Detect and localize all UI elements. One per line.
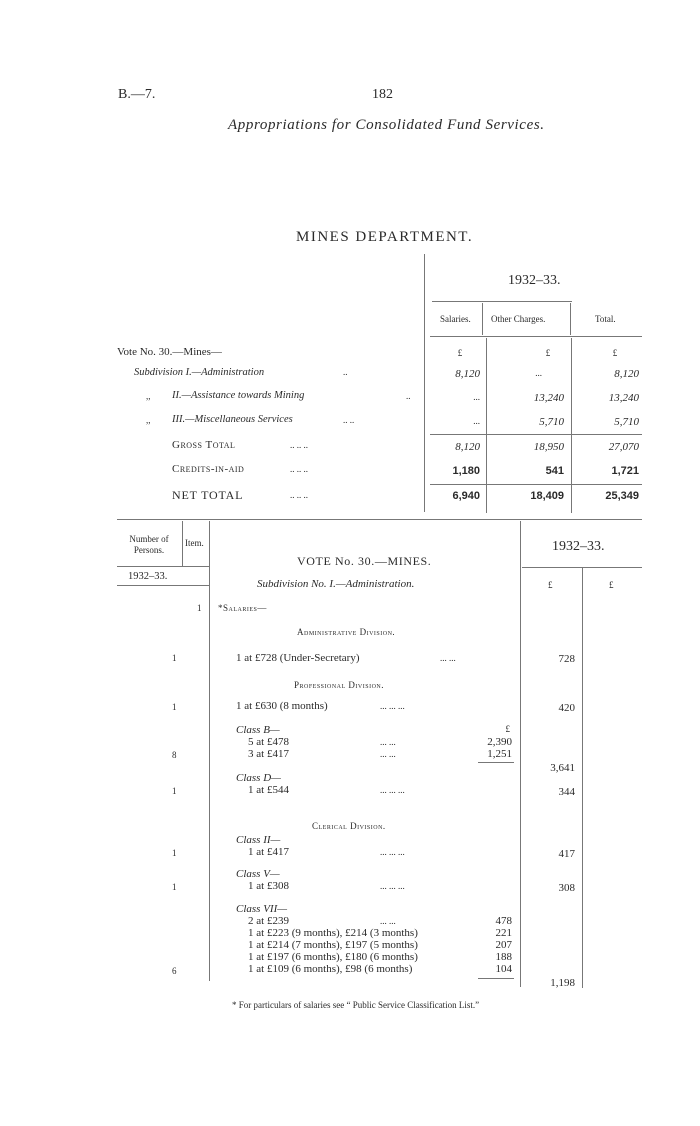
class-vii-line-dots: ... ... (380, 916, 396, 926)
class-b-total: 3,641 (550, 762, 575, 774)
class-d-persons: 1 (172, 786, 177, 796)
summary-row-dots: .. .. (343, 415, 355, 425)
admin-row-text: 1 at £728 (Under-Secretary) (236, 652, 360, 664)
class-d-amount: 344 (558, 786, 575, 798)
page-ref: B.—7. (118, 87, 156, 102)
class-ii-text: 1 at £417 (248, 846, 289, 858)
admin-row-dots: ... ... (440, 653, 456, 663)
page-title: Appropriations for Consolidated Fund Services. (228, 117, 545, 133)
class-vii-line-amount: 478 (495, 915, 512, 927)
class-ii-persons: 1 (172, 848, 177, 858)
class-b-line-amount: 1,251 (487, 748, 512, 760)
summary-row-prefix: ,, (146, 415, 151, 425)
summary-net-total: 25,349 (605, 490, 639, 502)
admin-persons: 1 (172, 653, 177, 663)
summary-row-other: 13,240 (533, 392, 564, 404)
summary-currency-salaries: £ (457, 348, 463, 358)
summary-row-prefix: ,, (146, 391, 151, 401)
summary-row-other: ... (535, 368, 542, 378)
summary-gross-label: Gross Total (172, 439, 236, 451)
class-vii-label: Class VII— (236, 903, 288, 915)
class-b-line-text: 3 at £417 (248, 748, 289, 760)
summary-gross-other: 18,950 (533, 441, 564, 453)
summary-row-other: 5,710 (539, 416, 564, 428)
class-vii-line-text: 1 at £214 (7 months), £197 (5 months) (248, 939, 418, 951)
class-v-amount: 308 (558, 882, 575, 894)
summary-credits-other: 541 (545, 465, 564, 477)
admin-division-heading: Administrative Division. (297, 627, 396, 637)
footnote: * For particulars of salaries see “ Public Service Classification List.” (232, 1000, 480, 1010)
detail-subdivision: Subdivision No. I.—Administration. (257, 578, 415, 590)
summary-net-salaries: 6,940 (452, 490, 480, 502)
summary-gross-salaries: 8,120 (455, 441, 480, 453)
summary-row-total: 8,120 (614, 368, 639, 380)
class-vii-line-text: 2 at £239 (248, 915, 289, 927)
summary-col-salaries: Salaries. (440, 314, 471, 324)
summary-net-dots: .. .. .. (290, 490, 308, 500)
prof-row-dots: ... ... ... (380, 701, 405, 711)
summary-gross-total: 27,070 (608, 441, 639, 453)
summary-row-salaries: ... (473, 416, 480, 426)
class-b-line-text: 5 at £478 (248, 736, 289, 748)
class-vii-line-amount: 207 (495, 939, 512, 951)
summary-credits-label: Credits-in-aid (172, 463, 245, 475)
summary-net-other: 18,409 (530, 490, 564, 502)
class-b-line-dots: ... ... (380, 737, 396, 747)
class-vii-line-amount: 221 (495, 927, 512, 939)
class-vii-line-text: 1 at £223 (9 months), £214 (3 months) (248, 927, 418, 939)
class-vii-persons: 6 (172, 966, 177, 976)
class-b-label: Class B— (236, 724, 280, 736)
class-v-persons: 1 (172, 882, 177, 892)
summary-credits-salaries: 1,180 (452, 465, 480, 477)
summary-row-label: II.—Assistance towards Mining (172, 390, 305, 401)
summary-row-total: 13,240 (608, 392, 639, 404)
prof-division-heading: Professional Division. (294, 680, 385, 690)
class-vii-line-amount: 104 (495, 963, 512, 975)
class-d-dots: ... ... ... (380, 785, 405, 795)
summary-credits-dots: .. .. .. (290, 464, 308, 474)
detail-col-number: Number of Persons. (129, 534, 169, 555)
summary-gross-dots: .. .. .. (290, 440, 308, 450)
summary-row-salaries: ... (473, 392, 480, 402)
detail-salaries-heading: *Salaries— (218, 603, 267, 613)
summary-year: 1932–33. (508, 273, 561, 288)
summary-currency-total: £ (612, 348, 618, 358)
class-b-line-amount: 2,390 (487, 736, 512, 748)
prof-persons: 1 (172, 702, 177, 712)
summary-row-salaries: 8,120 (455, 368, 480, 380)
summary-row-dots: .. (343, 367, 348, 377)
prof-row-amount: 420 (558, 702, 575, 714)
class-vii-line-text: 1 at £197 (6 months), £180 (6 months) (248, 951, 418, 963)
class-ii-label: Class II— (236, 834, 281, 846)
class-v-text: 1 at £308 (248, 880, 289, 892)
class-ii-dots: ... ... ... (380, 847, 405, 857)
class-vii-line-amount: 188 (495, 951, 512, 963)
detail-currency-1: £ (548, 580, 553, 590)
class-v-label: Class V— (236, 868, 280, 880)
detail-currency-2: £ (609, 580, 614, 590)
summary-row-dots: .. (406, 391, 411, 401)
page-number: 182 (372, 87, 393, 102)
class-vii-total: 1,198 (550, 977, 575, 989)
department-heading: MINES DEPARTMENT. (296, 229, 474, 245)
class-b-currency: £ (505, 724, 510, 734)
detail-year: 1932–33. (552, 539, 605, 554)
admin-row-amount: 728 (558, 653, 575, 665)
clerical-division-heading: Clerical Division. (312, 821, 386, 831)
detail-vote-title: VOTE No. 30.—MINES. (297, 554, 432, 568)
summary-currency-other: £ (545, 348, 551, 358)
class-v-dots: ... ... ... (380, 881, 405, 891)
class-vii-line-text: 1 at £109 (6 months), £98 (6 months) (248, 963, 413, 975)
class-b-line-dots: ... ... (380, 749, 396, 759)
detail-col-item: Item. (185, 538, 204, 548)
summary-net-label: NET TOTAL (172, 488, 244, 502)
summary-row-label: Subdivision I.—Administration (134, 367, 265, 378)
class-d-label: Class D— (236, 772, 281, 784)
summary-col-total: Total. (595, 314, 616, 324)
summary-row-total: 5,710 (614, 416, 639, 428)
summary-row-label: III.—Miscellaneous Services (172, 414, 293, 425)
summary-credits-total: 1,721 (611, 465, 639, 477)
class-ii-amount: 417 (558, 848, 575, 860)
prof-row-text: 1 at £630 (8 months) (236, 700, 328, 712)
summary-vote-label: Vote No. 30.—Mines— (117, 346, 222, 358)
class-d-text: 1 at £544 (248, 784, 289, 796)
detail-item-no: 1 (197, 603, 202, 613)
detail-year-label: 1932–33. (128, 571, 168, 582)
class-b-persons: 8 (172, 750, 177, 760)
summary-col-other: Other Charges. (491, 314, 546, 324)
